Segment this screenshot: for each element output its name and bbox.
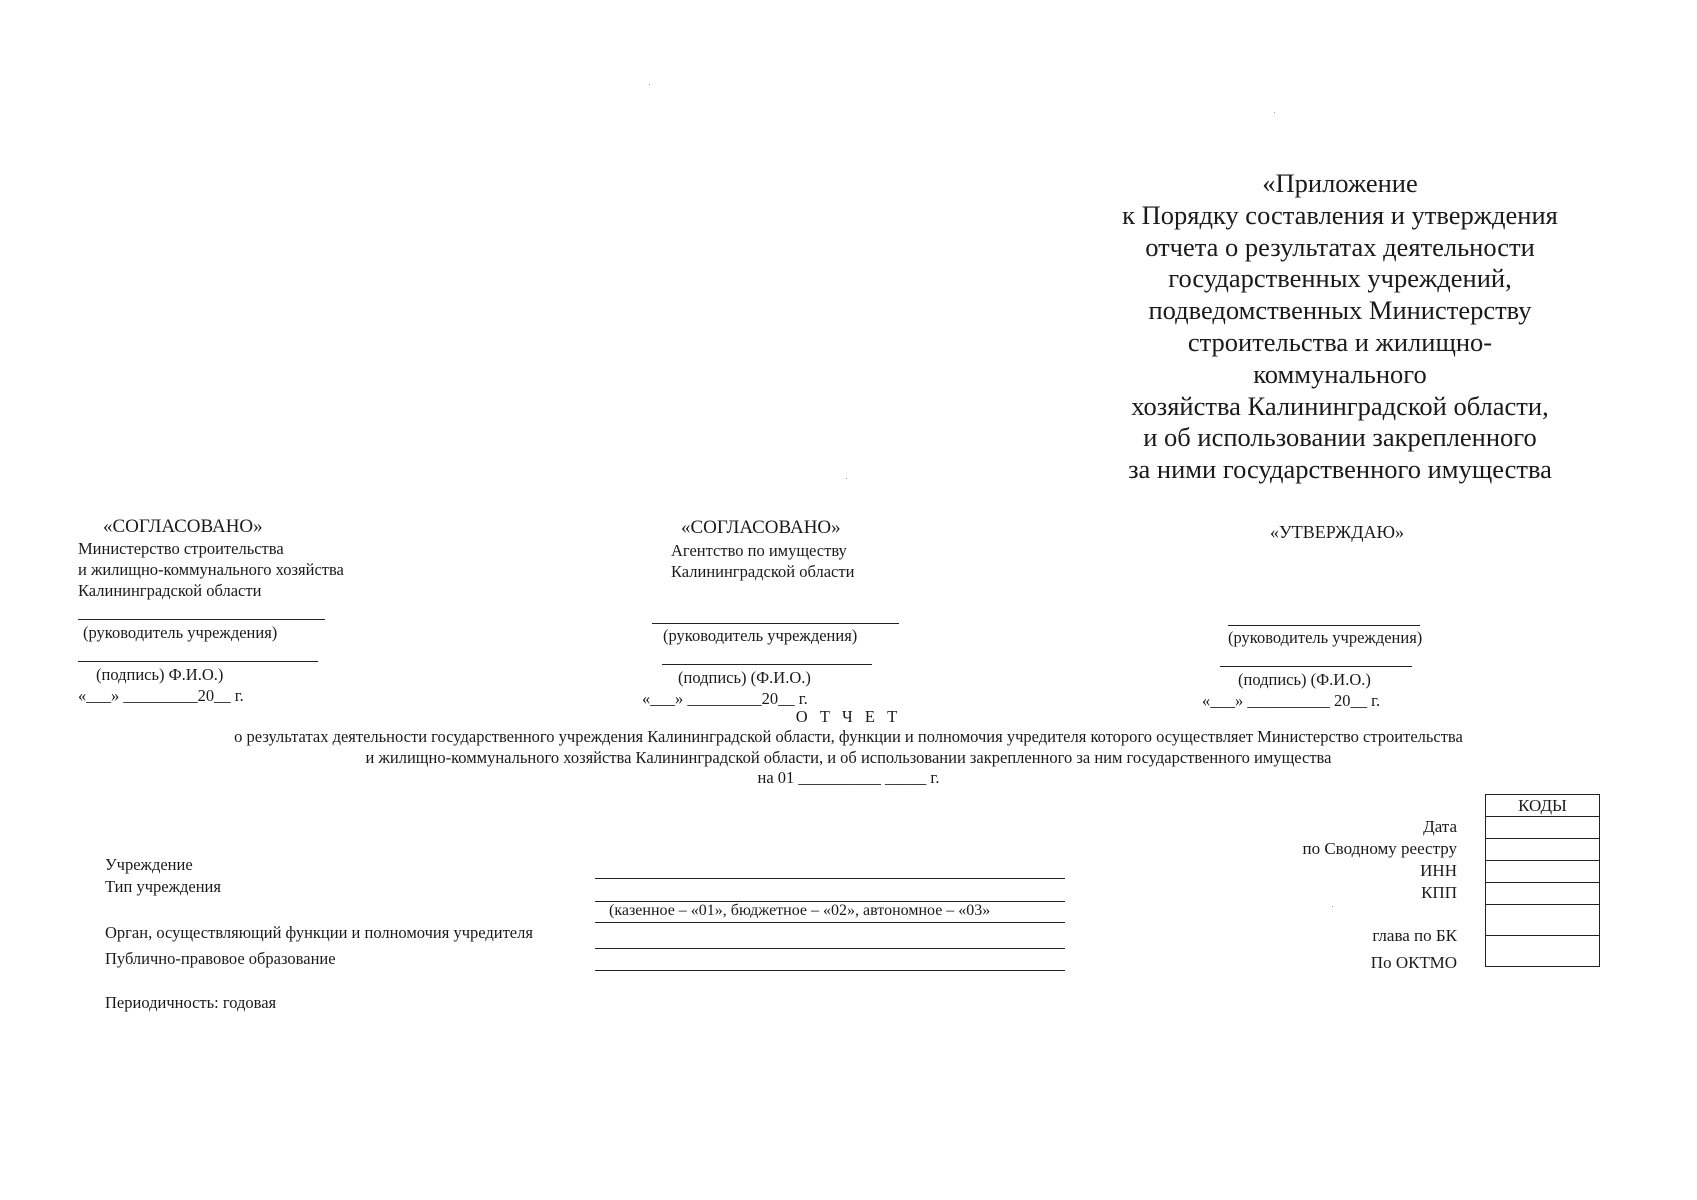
approval-org-line: Министерство строительства xyxy=(78,539,284,558)
appendix-line: и об использовании закрепленного xyxy=(1143,422,1537,453)
approval-date[interactable]: «___» _________20__ г. xyxy=(642,689,808,708)
code-cell-budget-chapter[interactable] xyxy=(1486,905,1600,936)
signature-line[interactable] xyxy=(1220,666,1412,667)
codes-header: КОДЫ xyxy=(1486,795,1600,817)
appendix-line: строительства и жилищно- xyxy=(1187,326,1493,357)
role-caption: (руководитель учреждения) xyxy=(83,623,278,642)
report-description-line: и жилищно-коммунального хозяйства Калининградской области, и об использовании закрепленного за ним государственного имущества xyxy=(365,747,1332,767)
code-cell-registry[interactable] xyxy=(1486,839,1600,861)
approval-heading: «СОГЛАСОВАНО» xyxy=(103,516,263,537)
approval-date[interactable]: «___» __________ 20__ г. xyxy=(1202,691,1381,710)
approval-date[interactable]: «___» _________20__ г. xyxy=(78,686,244,705)
approval-org-line: Калининградской области xyxy=(78,581,262,600)
signature-line[interactable] xyxy=(662,664,872,665)
appendix-line: «Приложение xyxy=(1262,168,1418,198)
approval-org-line: Калининградской области xyxy=(671,562,855,581)
periodicity: Периодичность: годовая xyxy=(105,993,277,1012)
institution-field[interactable] xyxy=(595,878,1065,879)
report-description xyxy=(0,727,1697,768)
signature-line[interactable] xyxy=(78,619,325,620)
appendix-line: государственных учреждений, xyxy=(1168,263,1512,294)
institution-type-label: Тип учреждения xyxy=(105,877,221,896)
code-label-budget-chapter: глава по БК xyxy=(1372,926,1457,945)
scan-speck xyxy=(846,478,847,479)
appendix-line: коммунального xyxy=(1253,358,1427,389)
signature-line[interactable] xyxy=(652,623,899,624)
appendix-line: к Порядку составления и утверждения xyxy=(1122,199,1558,230)
code-label-date: Дата xyxy=(1423,817,1457,836)
scan-speck xyxy=(649,84,650,85)
code-label-registry: по Сводному реестру xyxy=(1302,839,1457,858)
signature-line[interactable] xyxy=(78,661,318,662)
code-label-kpp: КПП xyxy=(1421,883,1457,902)
code-label-inn: ИНН xyxy=(1420,861,1457,880)
public-entity-label: Публично-правовое образование xyxy=(105,949,336,968)
appendix-line: подведомственных Министерству xyxy=(1148,295,1532,326)
approval-org-line: Агентство по имуществу xyxy=(671,541,847,560)
appendix-line: хозяйства Калининградской области, xyxy=(1131,390,1549,421)
role-caption: (руководитель учреждения) xyxy=(663,626,858,645)
code-cell-inn[interactable] xyxy=(1486,861,1600,883)
sign-caption: (подпись) Ф.И.О.) xyxy=(96,665,224,684)
sign-caption: (подпись) (Ф.И.О.) xyxy=(678,668,811,687)
public-entity-field[interactable] xyxy=(595,970,1065,971)
appendix-line: отчета о результатах деятельности xyxy=(1145,231,1535,262)
scan-speck xyxy=(1332,906,1333,907)
code-cell-kpp[interactable] xyxy=(1486,883,1600,905)
approval-org-line: и жилищно-коммунального хозяйства xyxy=(78,560,344,579)
approval-heading: «СОГЛАСОВАНО» xyxy=(681,517,841,538)
codes-table xyxy=(1485,794,1600,967)
report-description-line: о результатах деятельности государственного учреждения Калининградской области, функции и полномочия учредителя которого осуществляет Министерство строительства xyxy=(234,727,1463,746)
institution-label: Учреждение xyxy=(105,855,193,874)
institution-type-hint: (казенное – «01», бюджетное – «02», автономное – «03» xyxy=(609,902,991,919)
sign-caption: (подпись) (Ф.И.О.) xyxy=(1238,670,1371,689)
report-title: О Т Ч Е Т xyxy=(795,707,902,726)
scan-speck xyxy=(1274,112,1275,113)
code-cell-date[interactable] xyxy=(1486,817,1600,839)
code-cell-oktmo[interactable] xyxy=(1486,936,1600,967)
founder-body-label: Орган, осуществляющий функции и полномочия учредителя xyxy=(105,923,533,942)
appendix-heading xyxy=(1090,168,1590,486)
appendix-line: за ними государственного имущества xyxy=(1128,454,1552,485)
role-caption: (руководитель учреждения) xyxy=(1228,628,1423,647)
founder-body-field[interactable] xyxy=(595,948,1065,949)
institution-type-hint-underline xyxy=(595,922,1065,923)
report-date[interactable]: на 01 __________ _____ г. xyxy=(757,768,940,787)
signature-line[interactable] xyxy=(1228,625,1420,626)
approval-heading: «УТВЕРЖДАЮ» xyxy=(1270,522,1405,542)
code-label-oktmo: По ОКТМО xyxy=(1370,953,1457,972)
